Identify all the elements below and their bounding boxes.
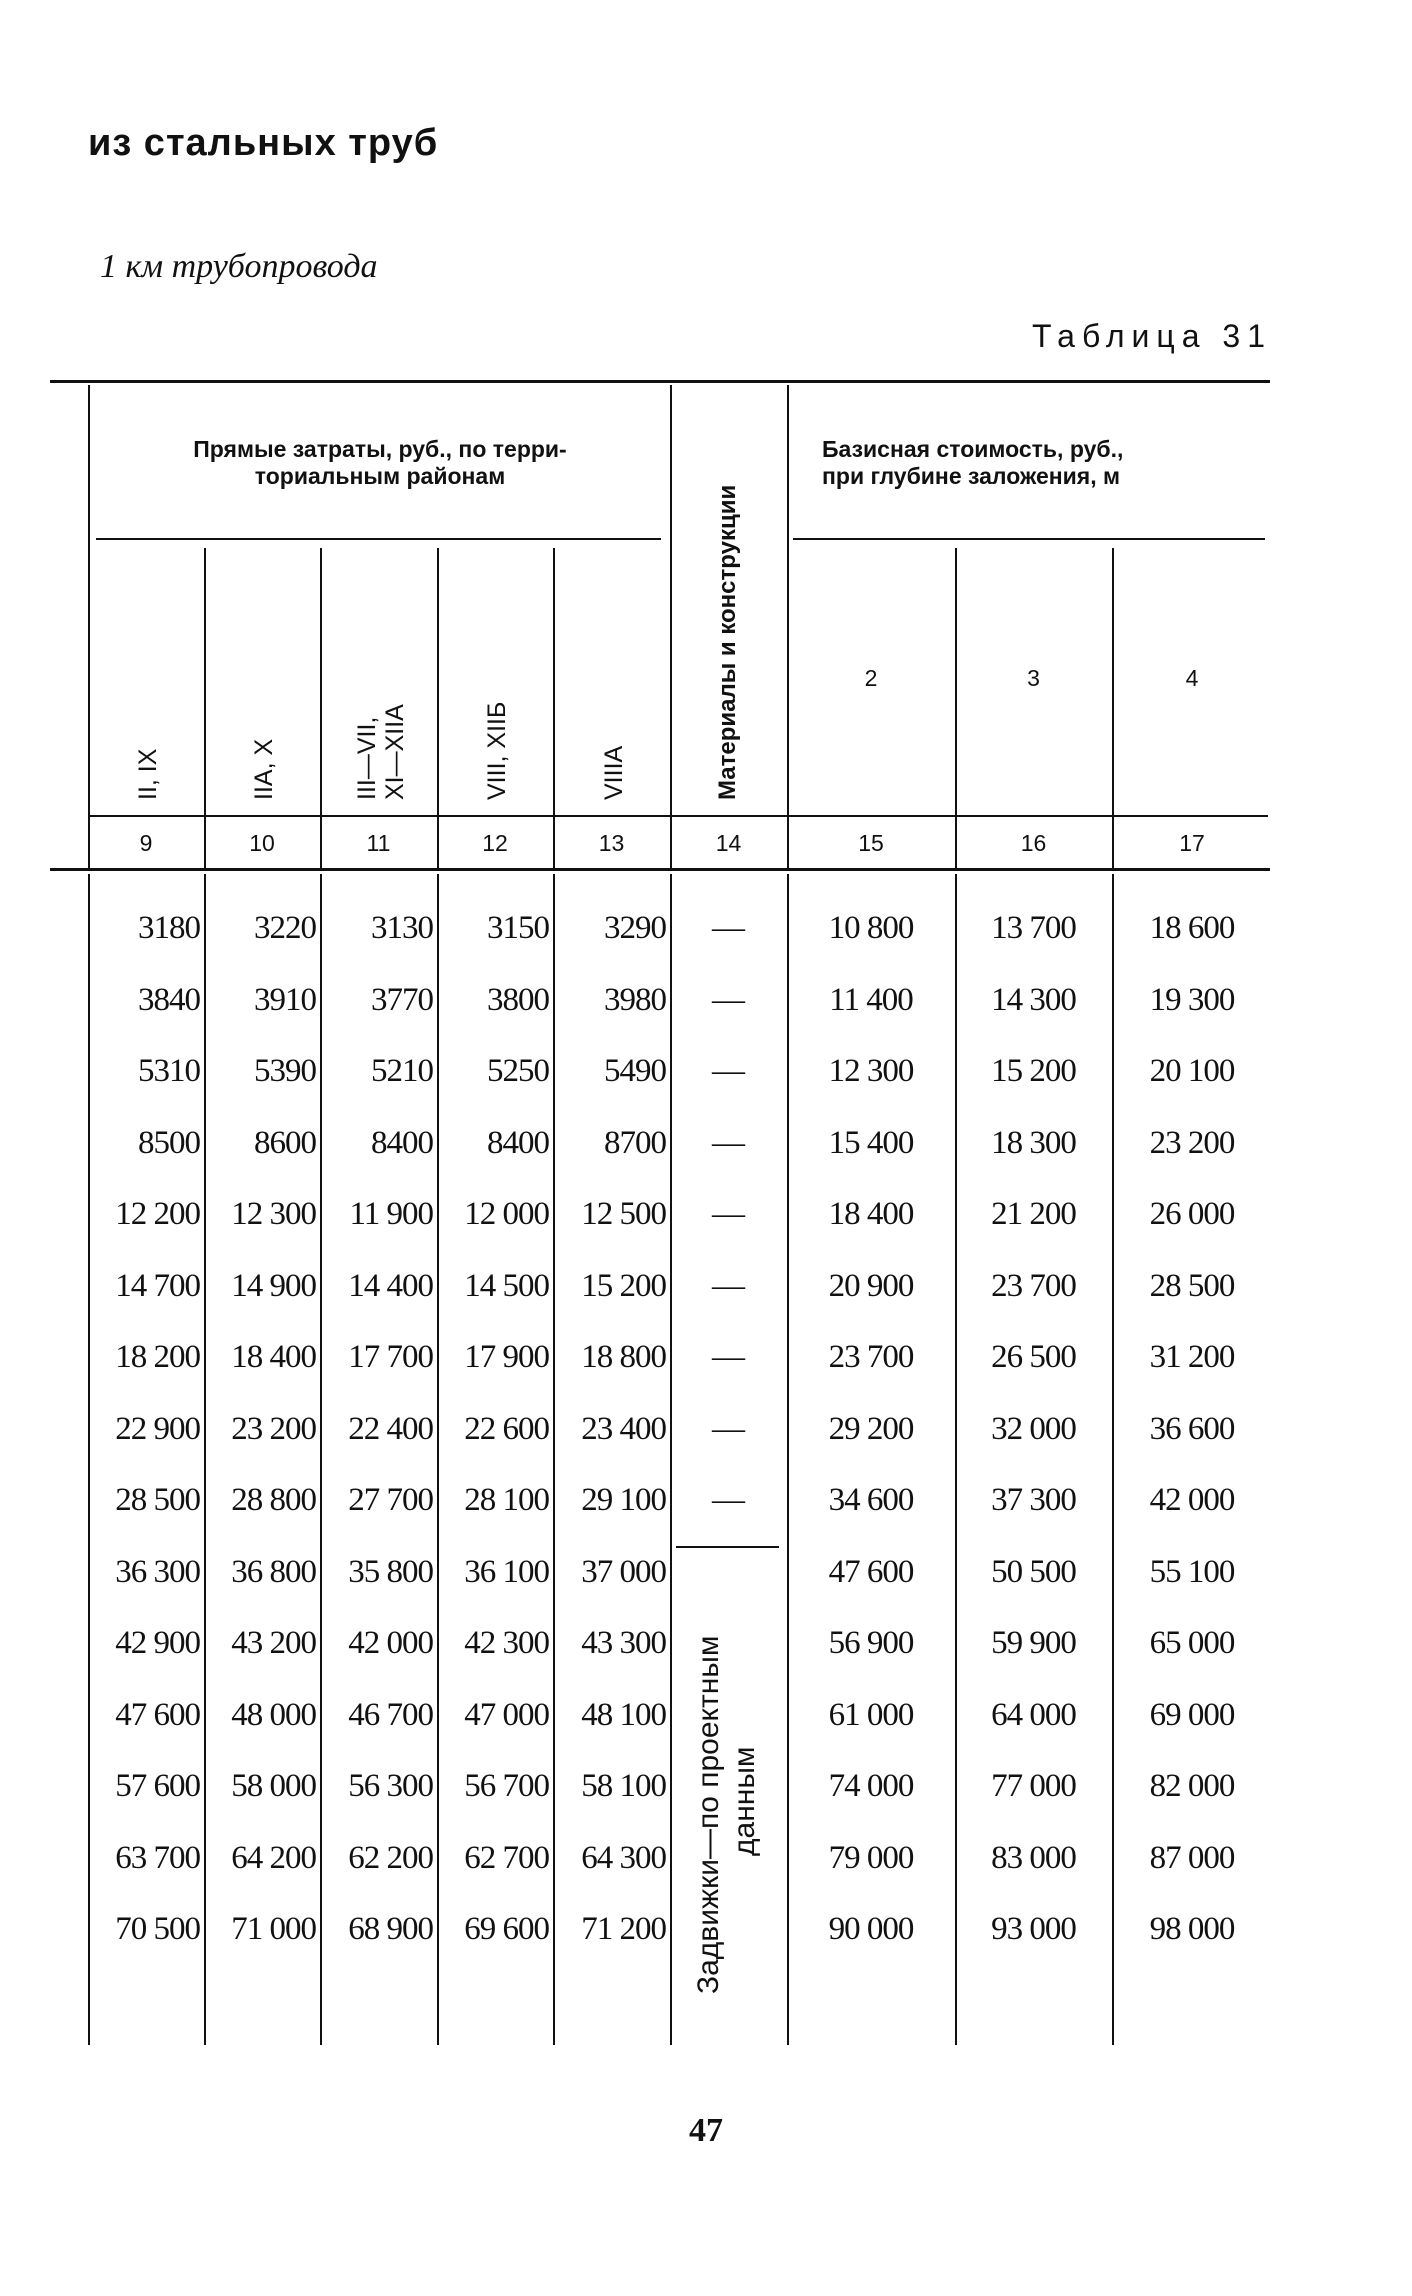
table-cell-base-cost: 82 000 (1149, 1768, 1235, 1804)
table-cell-direct-cost: 8400 (487, 1124, 549, 1161)
table-cell-base-cost: 36 600 (1149, 1410, 1235, 1447)
table-cell-direct-cost: 71 000 (231, 1911, 316, 1947)
table-cell-direct-cost: 22 900 (115, 1410, 200, 1447)
table-cell-base-cost: 18 400 (828, 1196, 914, 1232)
table-cell-direct-cost: 64 300 (581, 1839, 666, 1876)
table-cell-base-cost: 11 400 (829, 981, 913, 1018)
column-number: 17 (1179, 830, 1205, 856)
table-cell-direct-cost: 37 000 (581, 1553, 666, 1590)
group-header-line: Базисная стоимость, руб., (822, 436, 1124, 462)
table-cell-direct-cost: 58 000 (231, 1768, 316, 1804)
table-cell-direct-cost: 56 700 (464, 1768, 549, 1804)
table-cell-direct-cost: 17 700 (348, 1339, 433, 1375)
table-cell-direct-cost: 18 800 (581, 1339, 666, 1375)
table-cell-direct-cost: 3840 (138, 981, 200, 1018)
table-cell-direct-cost: 22 400 (348, 1410, 433, 1447)
table-cell-base-cost: 21 200 (991, 1196, 1076, 1232)
table-cell-direct-cost: 14 700 (115, 1267, 200, 1304)
table-cell-direct-cost: 18 200 (115, 1339, 200, 1375)
column-header-region: IIA, X (250, 738, 278, 800)
table-cell-direct-cost: 8700 (604, 1124, 666, 1161)
table-cell-base-cost: 20 100 (1149, 1053, 1235, 1089)
table-cell-direct-cost: 36 300 (115, 1553, 200, 1590)
table-cell-base-cost: 83 000 (991, 1839, 1076, 1876)
table-cell-base-cost: 31 200 (1149, 1339, 1235, 1375)
column-number: 12 (482, 830, 508, 856)
table-cell-direct-cost: 42 000 (348, 1625, 433, 1661)
table-cell-materials: — (712, 1482, 745, 1518)
table-cell-direct-cost: 57 600 (115, 1768, 200, 1804)
table-cell-direct-cost: 3770 (371, 981, 433, 1018)
table-cell-direct-cost: 3220 (254, 910, 316, 946)
table-cell-base-cost: 13 700 (991, 910, 1076, 946)
table-cell-base-cost: 29 200 (828, 1410, 914, 1447)
table-cell-base-cost: 65 000 (1149, 1625, 1235, 1661)
table-cell-direct-cost: 68 900 (348, 1911, 433, 1947)
table-cell-direct-cost: 14 900 (231, 1267, 316, 1304)
column-number: 9 (139, 830, 153, 856)
header-column-rule (437, 548, 439, 868)
group2-divider-rule (793, 538, 1265, 540)
merged-cell-valves-note: данным (728, 1746, 761, 1856)
table-cell-direct-cost: 23 400 (581, 1410, 666, 1447)
page-number: 47 (689, 2112, 723, 2149)
table-cell-base-cost: 10 800 (828, 910, 914, 946)
table-cell-direct-cost: 12 500 (581, 1196, 666, 1232)
table-cell-direct-cost: 71 200 (581, 1911, 666, 1947)
table-cell-direct-cost: 62 200 (348, 1839, 433, 1876)
table-cell-base-cost: 28 500 (1149, 1267, 1235, 1304)
table-cell-direct-cost: 17 900 (464, 1339, 549, 1375)
table-cell-direct-cost: 14 400 (348, 1267, 433, 1304)
table-cell-direct-cost: 29 100 (581, 1482, 666, 1518)
column-number: 15 (858, 830, 884, 856)
table-cell-base-cost: 18 300 (991, 1124, 1076, 1161)
table-cell-direct-cost: 64 200 (231, 1839, 316, 1876)
group-header-line: Прямые затраты, руб., по терри- (193, 436, 567, 462)
table-cell-base-cost: 55 100 (1149, 1553, 1235, 1590)
colnum-top-rule (88, 815, 1268, 817)
table-cell-base-cost: 12 300 (828, 1053, 914, 1089)
table-cell-direct-cost: 3180 (138, 910, 200, 946)
table-cell-direct-cost: 43 300 (581, 1625, 666, 1661)
table-cell-base-cost: 69 000 (1149, 1696, 1235, 1733)
table-cell-direct-cost: 8400 (371, 1124, 433, 1161)
table-cell-base-cost: 61 000 (828, 1696, 914, 1733)
table-cell-direct-cost: 48 000 (231, 1696, 316, 1733)
table-cell-base-cost: 93 000 (991, 1911, 1076, 1947)
table-cell-base-cost: 14 300 (991, 981, 1076, 1018)
column-header-region: VIIIA (599, 745, 628, 800)
column-header-materials: Материалы и конструкции (714, 484, 741, 800)
table-cell-direct-cost: 5390 (254, 1053, 316, 1089)
column-number: 10 (249, 830, 275, 856)
table-cell-direct-cost: 3150 (487, 910, 549, 946)
column-header-region: III—VII, (352, 716, 381, 800)
table-cell-base-cost: 26 000 (1149, 1196, 1235, 1232)
header-column-rule (1112, 548, 1114, 868)
header-left-rule (88, 385, 90, 868)
table-cell-direct-cost: 58 100 (581, 1768, 666, 1804)
table-cell-direct-cost: 48 100 (581, 1696, 666, 1733)
table-cell-base-cost: 23 200 (1149, 1124, 1235, 1161)
table-cell-direct-cost: 36 800 (231, 1553, 316, 1590)
column-number: 16 (1020, 830, 1047, 856)
merged-cell-top-rule (676, 1546, 779, 1548)
table-cell-direct-cost: 70 500 (115, 1911, 200, 1947)
table-cell-base-cost: 23 700 (991, 1267, 1076, 1304)
table-cell-direct-cost: 28 500 (115, 1482, 200, 1518)
header-column-rule (787, 385, 789, 868)
body-column-rule (670, 874, 672, 2045)
table-cell-direct-cost: 28 100 (464, 1482, 549, 1518)
table-cell-base-cost: 37 300 (991, 1482, 1076, 1518)
table-cell-base-cost: 50 500 (991, 1553, 1076, 1590)
table-cell-base-cost: 87 000 (1149, 1839, 1235, 1876)
table-cell-materials: — (712, 981, 745, 1018)
table-cell-direct-cost: 12 000 (464, 1196, 549, 1232)
column-header-depth: 3 (1027, 665, 1040, 691)
table-cell-base-cost: 47 600 (828, 1553, 914, 1590)
table-cell-base-cost: 90 000 (828, 1911, 914, 1947)
table-cell-base-cost: 26 500 (991, 1339, 1076, 1375)
table-cell-base-cost: 34 600 (828, 1482, 914, 1518)
column-number: 14 (715, 830, 742, 856)
merged-cell-valves-note: Задвижки—по проектным (692, 1635, 725, 1994)
table-cell-direct-cost: 12 300 (231, 1196, 316, 1232)
page-subheading: 1 км трубопровода (100, 248, 378, 285)
table-cell-base-cost: 64 000 (991, 1696, 1076, 1733)
header-column-rule (204, 548, 206, 868)
column-header-depth: 4 (1185, 665, 1199, 691)
group-header-line: при глубине заложения, м (822, 463, 1121, 489)
table-cell-direct-cost: 18 400 (231, 1339, 316, 1375)
table-cell-direct-cost: 15 200 (581, 1267, 666, 1304)
group-header-base-cost (822, 436, 1262, 490)
table-cell-direct-cost: 5210 (371, 1053, 433, 1089)
table-cell-base-cost: 15 200 (991, 1053, 1076, 1089)
table-cell-base-cost: 59 900 (991, 1625, 1076, 1661)
column-number: 11 (366, 830, 391, 856)
table-cell-direct-cost: 42 900 (115, 1625, 200, 1661)
table-cell-base-cost: 15 400 (828, 1124, 914, 1161)
page-heading: из стальных труб (88, 122, 439, 164)
table-cell-direct-cost: 69 600 (464, 1911, 549, 1947)
table-cell-direct-cost: 11 900 (349, 1196, 433, 1232)
table-cell-direct-cost: 8500 (138, 1124, 200, 1161)
table-cell-direct-cost: 28 800 (231, 1482, 316, 1518)
table-cell-direct-cost: 63 700 (115, 1839, 200, 1876)
table-cell-direct-cost: 47 600 (115, 1696, 200, 1733)
table-cell-materials: — (712, 1196, 745, 1232)
table-cell-base-cost: 42 000 (1149, 1482, 1235, 1518)
table-cell-direct-cost: 42 300 (464, 1625, 549, 1661)
table-top-rule (50, 380, 1270, 383)
table-number: Таблица 31 (1032, 318, 1272, 354)
group1-divider-rule (96, 538, 661, 540)
table-cell-direct-cost: 5310 (138, 1053, 200, 1089)
table-cell-direct-cost: 56 300 (348, 1768, 433, 1804)
table-cell-direct-cost: 3910 (254, 981, 316, 1018)
table-cell-direct-cost: 22 600 (464, 1410, 549, 1447)
table-cell-materials: — (712, 1267, 745, 1304)
table-cell-direct-cost: 62 700 (464, 1839, 549, 1876)
table-cell-direct-cost: 3130 (371, 910, 433, 946)
column-header-region: II, IX (134, 748, 162, 800)
table-cell-direct-cost: 46 700 (348, 1696, 433, 1733)
table-cell-materials: — (712, 910, 745, 946)
table-cell-base-cost: 18 600 (1149, 910, 1235, 946)
table-cell-direct-cost: 5250 (487, 1053, 549, 1089)
table-cell-direct-cost: 3980 (604, 981, 666, 1018)
table-cell-direct-cost: 43 200 (231, 1625, 316, 1661)
table-cell-direct-cost: 23 200 (231, 1410, 316, 1447)
table-cell-direct-cost: 36 100 (464, 1553, 549, 1590)
column-header-region: XI—XIIA (380, 704, 409, 800)
table-cell-direct-cost: 3800 (487, 981, 549, 1018)
table-cell-direct-cost: 12 200 (115, 1196, 200, 1232)
table-cell-direct-cost: 8600 (254, 1124, 316, 1161)
column-number: 13 (598, 830, 625, 856)
table-cell-direct-cost: 14 500 (464, 1267, 549, 1304)
table-cell-materials: — (712, 1124, 745, 1161)
table-cell-materials: — (712, 1053, 745, 1089)
group-header-line: ториальным районам (254, 463, 506, 489)
table-cell-base-cost: 20 900 (828, 1267, 914, 1304)
header-column-rule (320, 548, 322, 868)
table-cell-base-cost: 79 000 (828, 1839, 914, 1876)
table-cell-direct-cost: 5490 (604, 1053, 666, 1089)
table-cell-direct-cost: 47 000 (464, 1696, 549, 1733)
table-cell-base-cost: 77 000 (991, 1768, 1076, 1804)
table-cell-materials: — (712, 1339, 745, 1375)
header-column-rule (670, 385, 672, 868)
table-cell-base-cost: 32 000 (991, 1410, 1076, 1447)
header-column-rule (955, 548, 957, 868)
group-header-direct-costs (110, 436, 650, 490)
table-cell-materials: — (712, 1410, 745, 1447)
table-cell-base-cost: 74 000 (828, 1768, 914, 1804)
table-cell-direct-cost: 35 800 (348, 1553, 433, 1590)
table-cell-base-cost: 98 000 (1149, 1911, 1235, 1947)
table-cell-base-cost: 23 700 (828, 1339, 914, 1375)
table-cell-base-cost: 56 900 (828, 1625, 914, 1661)
column-header-region: VIII, XIIБ (483, 701, 511, 800)
table-cell-base-cost: 19 300 (1149, 981, 1235, 1018)
table-cell-direct-cost: 27 700 (348, 1482, 433, 1518)
header-column-rule (553, 548, 555, 868)
column-header-depth: 2 (864, 665, 878, 691)
table-cell-direct-cost: 3290 (604, 910, 666, 946)
table-header-bottom-rule (50, 868, 1270, 871)
